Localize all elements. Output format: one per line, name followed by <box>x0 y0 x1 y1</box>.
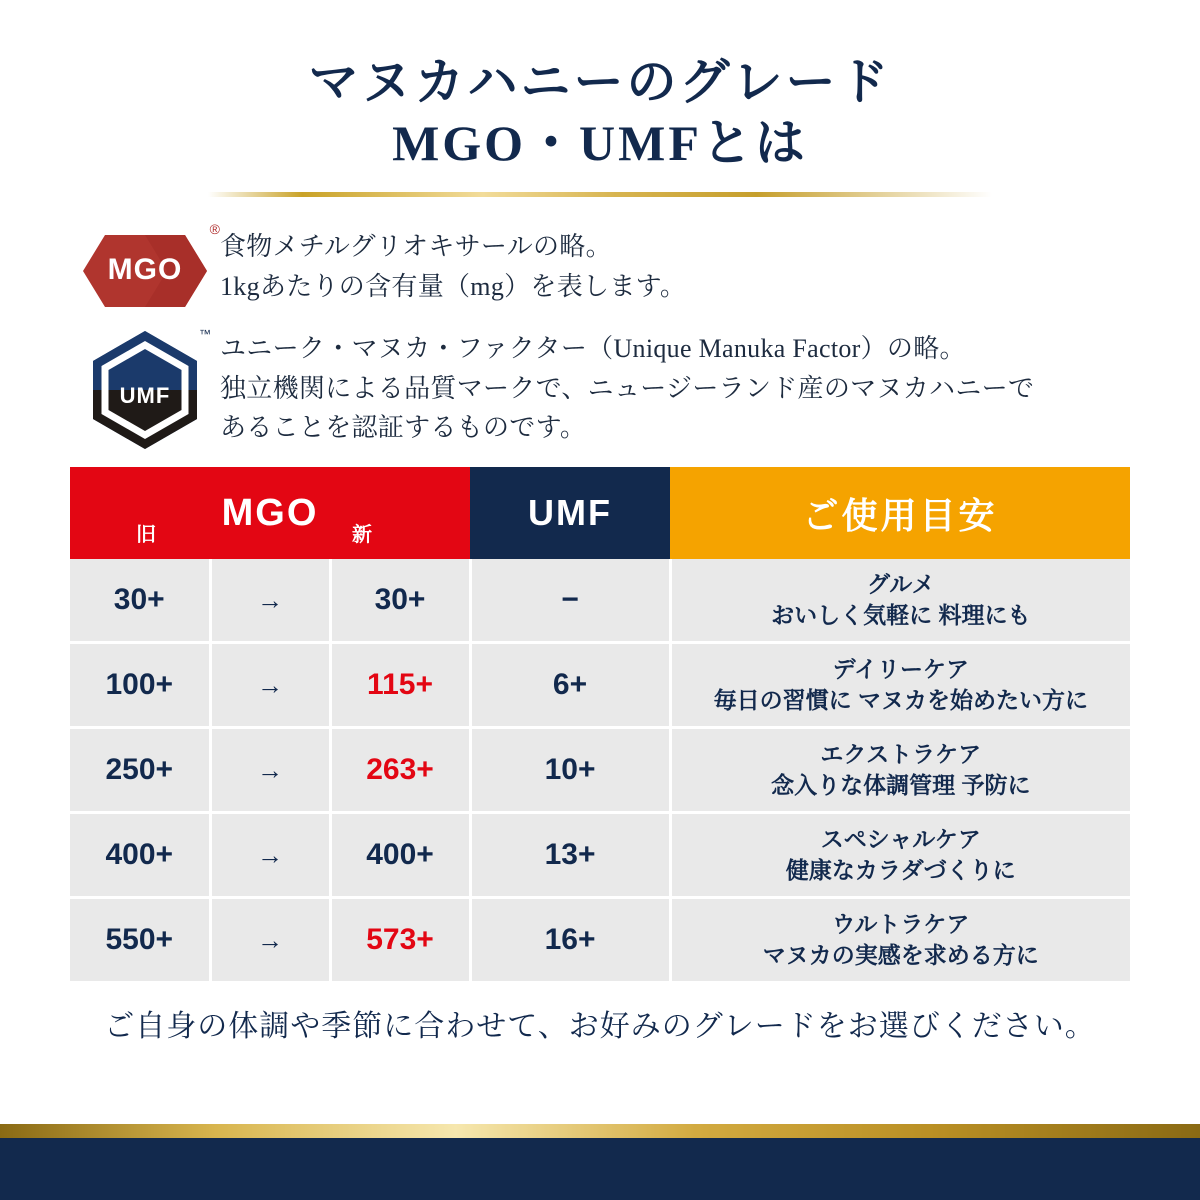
table-header-mgo-new: 新 <box>352 524 372 546</box>
cell-usage-line-2: 念入りな体調管理 予防に <box>771 772 1031 798</box>
umf-logo-label: UMF <box>119 383 171 408</box>
cell-mgo-old: 400+ <box>70 813 210 898</box>
table-row <box>70 559 1130 643</box>
cell-usage <box>670 898 1130 982</box>
arrow-icon: → <box>210 813 330 898</box>
table-header-mgo <box>70 467 470 559</box>
cell-usage-line-1: ウルトラケア <box>832 910 970 937</box>
mgo-logo <box>79 221 220 315</box>
umf-definition-text <box>220 327 1130 448</box>
cell-usage-line-1: エクストラケア <box>820 740 982 767</box>
cell-usage <box>670 559 1130 643</box>
cell-umf: 16+ <box>470 898 670 982</box>
cell-umf: 10+ <box>470 728 670 813</box>
cell-mgo-old: 550+ <box>70 898 210 982</box>
table-row <box>70 898 1130 982</box>
table-header-umf: UMF <box>470 467 670 559</box>
cell-mgo-new: 115+ <box>330 643 470 728</box>
umf-logo-cell <box>70 327 220 451</box>
cell-usage-line-2: マヌカの実感を求める方に <box>762 942 1039 968</box>
table-header-mgo-label: MGO <box>221 491 319 534</box>
cell-usage-line-2: 毎日の習慣に マヌカを始めたい方に <box>713 687 1088 713</box>
mgo-definition-line-2: 1kgあたりの含有量（mg）を表します。 <box>220 271 687 301</box>
mgo-logo-label: MGO <box>107 253 183 286</box>
trademark-icon: ™ <box>199 327 211 341</box>
umf-definition-line-2: 独立機関による品質マークで、ニュージーランド産のマヌカハニーで <box>220 373 1035 403</box>
cell-umf: 13+ <box>470 813 670 898</box>
umf-definition-line-3: あることを認証するものです。 <box>220 413 587 443</box>
page-title <box>0 0 1200 197</box>
cell-usage <box>670 813 1130 898</box>
cell-mgo-new: 400+ <box>330 813 470 898</box>
cell-mgo-old: 100+ <box>70 643 210 728</box>
umf-definition-line-1: ユニーク・マヌカ・ファクター（Unique Manuka Factor）の略。 <box>220 334 966 363</box>
cell-umf: 6+ <box>470 643 670 728</box>
table-row <box>70 643 1130 728</box>
arrow-icon: → <box>210 898 330 982</box>
page-title-line-2: MGO・UMFとは <box>392 115 808 171</box>
table-row <box>70 813 1130 898</box>
arrow-icon: → <box>210 559 330 643</box>
definition-row-umf <box>70 327 1130 451</box>
cell-umf: − <box>470 559 670 643</box>
cell-usage-line-1: デイリーケア <box>832 655 969 682</box>
table-header-row <box>70 467 1130 559</box>
cell-usage <box>670 728 1130 813</box>
cell-usage-line-1: グルメ <box>866 570 935 597</box>
cell-mgo-old: 250+ <box>70 728 210 813</box>
definition-row-mgo <box>70 221 1130 315</box>
arrow-icon: → <box>210 643 330 728</box>
cell-mgo-old: 30+ <box>70 559 210 643</box>
umf-logo <box>89 327 211 451</box>
gold-band <box>0 1124 1200 1138</box>
registered-trademark-icon: ® <box>209 221 220 237</box>
cell-usage-line-2: おいしく気軽に 料理にも <box>771 602 1031 628</box>
mgo-logo-cell <box>70 221 220 315</box>
table-header-usage: ご使用目安 <box>670 467 1130 559</box>
mgo-definition-text <box>220 225 1130 306</box>
arrow-icon: → <box>210 728 330 813</box>
cell-mgo-new: 30+ <box>330 559 470 643</box>
mgo-definition-line-1: 食物メチルグリオキサールの略。 <box>220 232 612 261</box>
title-divider <box>208 192 992 197</box>
definitions-section <box>0 221 1200 451</box>
cell-mgo-new: 263+ <box>330 728 470 813</box>
navy-band <box>0 1138 1200 1200</box>
cell-usage-line-2: 健康なカラダづくりに <box>785 857 1016 883</box>
cell-usage-line-1: スペシャルケア <box>820 825 981 852</box>
table-row <box>70 728 1130 813</box>
cell-usage <box>670 643 1130 728</box>
table-header-mgo-old: 旧 <box>136 524 156 546</box>
grade-table <box>70 467 1130 981</box>
page-title-line-1: マヌカハニーのグレード <box>308 54 892 110</box>
footer-note: ご自身の体調や季節に合わせて、お好みのグレードをお選びください。 <box>104 1010 1096 1043</box>
cell-mgo-new: 573+ <box>330 898 470 982</box>
